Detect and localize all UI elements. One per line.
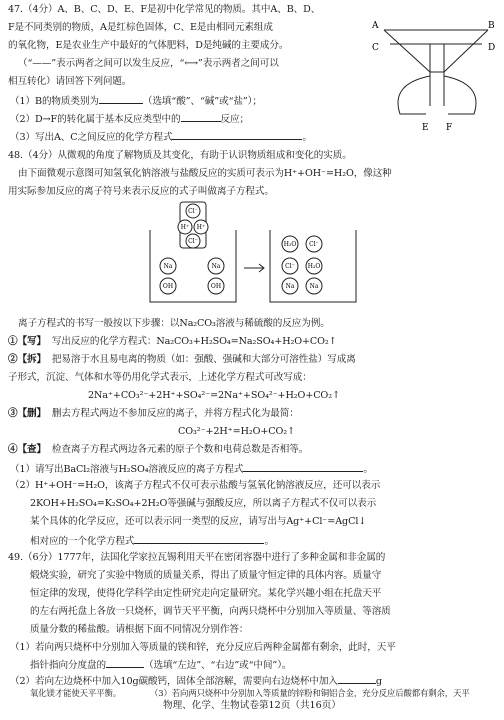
q48-sub2-text: 相对应的一个化学方程式 xyxy=(30,536,135,547)
q47-sub2-text: （2）D→F的转化属于基本反应类型中的 xyxy=(10,114,181,125)
q49-line-4: 的左右两托盘上各放一只烧杯，调节天平平衡，向两只烧杯中分别加入等质量、等溶质 xyxy=(30,606,391,617)
q49-sub1-line-1: （1）若向两只烧杯中分别加入等质量的镁和锌，充分反应后两种金属都有剩余，此时，天平 xyxy=(10,642,396,653)
q49-sub2-line-1 xyxy=(10,674,382,688)
ion-oh: OH xyxy=(162,283,174,290)
q47-line-5: 相互转化）请回答下列问题。 xyxy=(8,76,132,87)
step-text: 写出反应的化学方程式：Na₂CO₃+H₂SO₄=Na₂SO₄+H₂O+CO₂↑ xyxy=(51,336,337,347)
q49-line-3: 恒定律的发现，使得化学科学由定性研究走向定量研究。某化学兴趣小组在托盘天平 xyxy=(30,588,382,599)
q47-line-1: 47.（4分）A、B、C、D、E、F是初中化学常见的物质。其中A、B、D、 xyxy=(8,4,321,15)
ion-na: Na xyxy=(309,283,319,290)
q48-step-check xyxy=(8,444,308,456)
ion-oh: OH xyxy=(210,283,222,290)
q48-step-write xyxy=(8,336,337,348)
step-text: 删去方程式两边不参加反应的离子，并将方程式化为最简： xyxy=(51,408,299,419)
q48-sub2-line-1: （2）H⁺+OH⁻=H₂O，该离子方程式不仅可表示盐酸与氢氧化钠溶液反应，还可以表示 xyxy=(10,480,381,491)
q48-sub2-line-2: 2KOH+H₂SO₄=K₂SO₄+2H₂O等强碱与强酸反应，所以离子方程式不仅可以表示 xyxy=(30,498,377,509)
answer-blank[interactable] xyxy=(181,112,221,122)
ion-cl: Cl⁻ xyxy=(309,241,319,248)
q47-sub2-text-2: 反应； xyxy=(220,114,249,125)
answer-blank[interactable] xyxy=(99,94,143,104)
ion-na: Na xyxy=(211,263,221,270)
q49-sub2-unit: g xyxy=(375,676,382,687)
answer-blank[interactable] xyxy=(243,462,363,472)
q48-sub2-line-4: 相对应的一个化学方程式 。 xyxy=(30,536,274,547)
q48-sub2-line-3: 某个具体的化学反应，还可以表示同一类型的反应，请写出与Ag⁺+Cl⁻=AgCl↓ xyxy=(30,516,367,527)
answer-blank[interactable] xyxy=(338,674,376,684)
molecule-h2o: H₂O xyxy=(283,241,297,248)
molecule-h2o: H₂O xyxy=(307,263,321,270)
q48-line-2: 由下面微观示意图可知氢氧化钠溶液与盐酸反应的实质可表示为H⁺+OH⁻=H₂O，像这种 xyxy=(18,168,392,179)
page-footer: 物理、化学、生物试卷第12页（共16页） xyxy=(163,700,341,711)
step-label: ③【删】 xyxy=(8,408,46,419)
q47-line-3: 的氧化物，E是农业生产中最好的气体肥料，D是纯碱的主要成分。 xyxy=(8,40,289,51)
answer-blank[interactable] xyxy=(172,130,302,140)
ion-cl: Cl⁻ xyxy=(285,263,295,270)
q48-line-1: 48.（4分）从微观的角度了解物质及其变化，有助于认识物质组成和变化的实质。 xyxy=(8,150,352,161)
q49-sub2-text: （2）若向左边烧杯中加入10g碳酸钙，固体全部溶解，需要向右边烧杯中加入 xyxy=(10,676,338,687)
q49-line-1: 49.（6分）1777年，法国化学家拉瓦锡利用天平在密闭容器中进行了多种金属和非金属的 xyxy=(8,552,386,563)
q47-sub3: （3）写出A、C之间反应的化学方程式 。 xyxy=(10,132,312,143)
q49-sub2-line-2-visible xyxy=(30,688,121,698)
q48-line-3: 用实际参加反应的离子符号来表示反应的式子叫做离子方程式。 xyxy=(8,186,274,197)
q47-line-4: （“——”表示两者之间可以发生反应，“⟷”表示两者之间可以 xyxy=(18,58,279,69)
node-label-a: A xyxy=(372,21,379,31)
q49-sub1-text-2: （选填“左边”、“右边”或“中间”）。 xyxy=(143,660,292,671)
answer-blank[interactable] xyxy=(106,658,144,668)
q48-step-delete xyxy=(8,408,299,420)
node-label-e: E xyxy=(422,123,429,133)
q47-sub3-text: （3）写出A、C之间反应的化学方程式 xyxy=(10,132,173,143)
q49-sub2-text-2: 氧化镁才能使天平平衡。 xyxy=(30,688,122,698)
answer-blank[interactable] xyxy=(134,534,264,544)
q48-steps-intro: 离子方程式的书写一般按以下步骤：以Na₂CO₃溶液与稀硫酸的反应为例。 xyxy=(18,318,330,329)
q49-line-5: 质量分数的稀盐酸。请根据下面不同情况分别作答： xyxy=(30,624,249,635)
neutralization-micro-diagram xyxy=(140,200,366,306)
q47-sub1 xyxy=(10,94,262,108)
node-label-b: B xyxy=(488,21,495,31)
ion-cl: Cl⁻ xyxy=(188,238,198,245)
q47-line-2: F是不同类别的物质，A是红棕色固体，C、E是由相同元素组成 xyxy=(8,22,273,33)
step-text: 把易溶于水且易电离的物质（如：强酸、强碱和大部分可溶性盐）写成离 xyxy=(51,354,356,365)
ion-h: H⁺ xyxy=(180,224,190,231)
q49-line-2: 煅烧实验，研究了实验中物质的质量关系，得出了质量守恒定律的具体内容。质量守 xyxy=(30,570,382,581)
node-label-d: D xyxy=(488,43,496,53)
step-text: 检查离子方程式两边各元素的原子个数和电荷总数是否相等。 xyxy=(51,444,309,455)
node-label-f: F xyxy=(446,123,453,133)
q47-sub1-text-2: （选填“酸”、“碱”或“盐”）； xyxy=(142,96,262,107)
q47-sub2 xyxy=(10,112,249,126)
substance-relation-diagram xyxy=(370,14,500,136)
q49-sub3 xyxy=(150,688,470,698)
q47-sub1-text: （1）B的物质类别为 xyxy=(10,96,99,107)
step-label: ④【查】 xyxy=(8,444,46,455)
q48-sub1: （1）请写出BaCl₂溶液与H₂SO₄溶液反应的离子方程式 。 xyxy=(10,464,373,475)
q48-step-split-2: 子形式，沉淀、气体和水等仍用化学式表示，上述化学方程式可改写成： xyxy=(8,372,312,383)
q48-simplified-equation: CO₃²⁻+2H⁺=H₂O+CO₂↑ xyxy=(178,426,295,437)
q49-sub1-text: 指针指向分度盘的 xyxy=(30,660,106,671)
q49-sub1-line-2 xyxy=(30,658,291,672)
q48-sub1-text: （1）请写出BaCl₂溶液与H₂SO₄溶液反应的离子方程式 xyxy=(10,464,244,475)
ion-cl: Cl⁻ xyxy=(188,208,198,215)
node-label-c: C xyxy=(372,43,379,53)
q48-ionic-equation: 2Na⁺+CO₃²⁻+2H⁺+SO₄²⁻=2Na⁺+SO₄²⁻+H₂O+CO₂↑ xyxy=(88,390,340,401)
step-label: ②【拆】 xyxy=(8,354,46,365)
q49-sub3-text: （3）若向两只烧杯中分别加入等质量的锌粉和铜铝合金，充分反应后酸都有剩余，天平 xyxy=(150,688,470,698)
ion-na: Na xyxy=(285,283,295,290)
step-label: ①【写】 xyxy=(8,336,46,347)
ion-h: H⁺ xyxy=(196,224,206,231)
ion-na: Na xyxy=(163,263,173,270)
q48-step-split xyxy=(8,354,356,366)
